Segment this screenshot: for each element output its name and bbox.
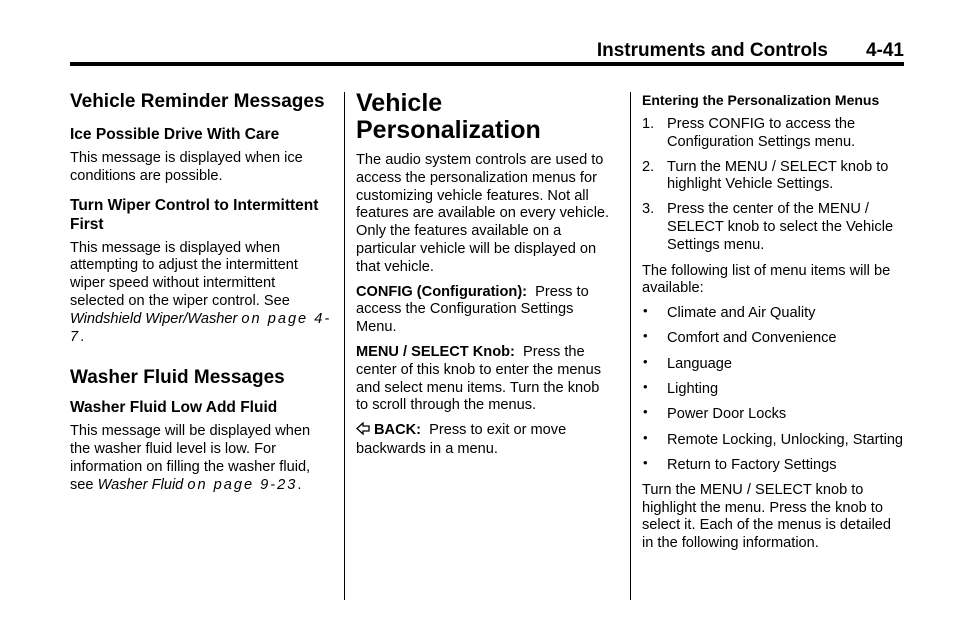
- heading-vehicle-reminder-messages: Vehicle Reminder Messages: [70, 91, 325, 112]
- column-right: [642, 92, 904, 553]
- column-left: [70, 90, 332, 495]
- heading-washer-fluid-messages: Washer Fluid Messages: [70, 367, 285, 389]
- page-ref[interactable]: on page 9-23: [187, 476, 298, 493]
- paragraph-ice: This message is displayed when ice conditions are possible.: [70, 150, 303, 184]
- list-item: 3. Press the center of the MENU / SELECT knob to select the Vehicle Settings menu.: [642, 201, 894, 253]
- menu-select-text: Press the center of this knob to enter the menus and select menu items. Turn the knob to scroll through the menus.: [356, 343, 601, 414]
- paragraph-menu-select: [356, 344, 614, 415]
- list-item: • Climate and Air Quality: [643, 303, 816, 322]
- page-header: [70, 38, 904, 66]
- column-middle: [356, 90, 614, 459]
- page-number: 4-41: [865, 40, 904, 61]
- list-item: • Language: [643, 353, 732, 372]
- bullet-icon: •: [643, 454, 648, 470]
- bullet-icon: •: [643, 379, 648, 395]
- heading-turn-wiper: Turn Wiper Control to Intermittent First: [70, 196, 319, 233]
- paragraph-closing: Turn the MENU / SELECT knob to highlight the menu. Press the knob to select it. Each of the menus is detailed in the following information.: [642, 481, 892, 552]
- paragraph-config: [356, 284, 614, 337]
- column-divider: [630, 92, 631, 600]
- steps-list: [642, 116, 904, 255]
- config-label: CONFIG (Configuration):: [356, 283, 528, 300]
- menu-select-label: MENU / SELECT Knob:: [356, 343, 515, 360]
- list-item: • Lighting: [643, 379, 719, 398]
- link-washer-fluid[interactable]: Washer Fluid: [97, 476, 184, 493]
- heading-ice-possible: Ice Possible Drive With Care: [70, 126, 280, 143]
- back-arrow-icon: [356, 422, 370, 441]
- bullet-icon: •: [643, 328, 648, 344]
- header-rule: [70, 62, 904, 66]
- list-item: • Return to Factory Settings: [643, 454, 837, 473]
- back-label: BACK:: [374, 422, 422, 439]
- paragraph-wiper: This message is displayed when attempting to adjust the intermittent wiper speed without intermittent selected on the wiper control. See Windshield Wiper/Washer on page 4-7.: [70, 239, 332, 345]
- bullet-icon: •: [643, 429, 648, 445]
- paragraph-back: [356, 422, 614, 459]
- back-text: Press to exit or move backwards in a menu.: [356, 422, 567, 457]
- bullet-icon: •: [643, 303, 648, 319]
- section-title: Instruments and Controls: [596, 40, 828, 61]
- bullet-icon: •: [643, 404, 648, 420]
- config-text: Press to access the Configuration Settings Menu.: [356, 283, 589, 336]
- page-ref[interactable]: on page 4-7: [70, 310, 332, 345]
- list-item: 2. Turn the MENU / SELECT knob to highlight Vehicle Settings.: [642, 158, 889, 193]
- link-windshield-wiper[interactable]: Windshield Wiper/Washer: [70, 310, 238, 327]
- list-item: • Power Door Locks: [643, 404, 787, 423]
- column-divider: [344, 92, 345, 600]
- paragraph-washer: This message will be displayed when the washer fluid level is low. For information on filling the washer fluid, see Washer Fluid on page 9-23.: [70, 423, 311, 493]
- paragraph-list-intro: The following list of menu items will be available:: [642, 262, 891, 297]
- heading-entering-personalization: Entering the Personalization Menus: [642, 92, 880, 108]
- paragraph-wiper-text: This message is displayed when attempting to adjust the intermittent wiper speed without intermittent selected on the wiper control. See: [70, 239, 298, 309]
- list-item: 1. Press CONFIG to access the Configuration Settings menu.: [642, 116, 856, 150]
- menu-items-list: [642, 305, 904, 475]
- paragraph-washer-text: This message will be displayed when the washer fluid level is low. For information on filling the washer fluid, see: [70, 423, 311, 493]
- list-item: • Remote Locking, Unlocking, Starting: [643, 429, 904, 448]
- paragraph-intro: The audio system controls are used to access the personalization menus for customizing vehicle features. Not all features are available on every vehicle. Only the features available on a particular vehicle will be displayed on that vehicle.: [356, 152, 610, 275]
- heading-washer-fluid-low: Washer Fluid Low Add Fluid: [70, 399, 278, 417]
- bullet-icon: •: [643, 353, 648, 369]
- list-item: • Comfort and Convenience: [643, 328, 837, 347]
- heading-vehicle-personalization: Vehicle Personalization: [356, 89, 541, 144]
